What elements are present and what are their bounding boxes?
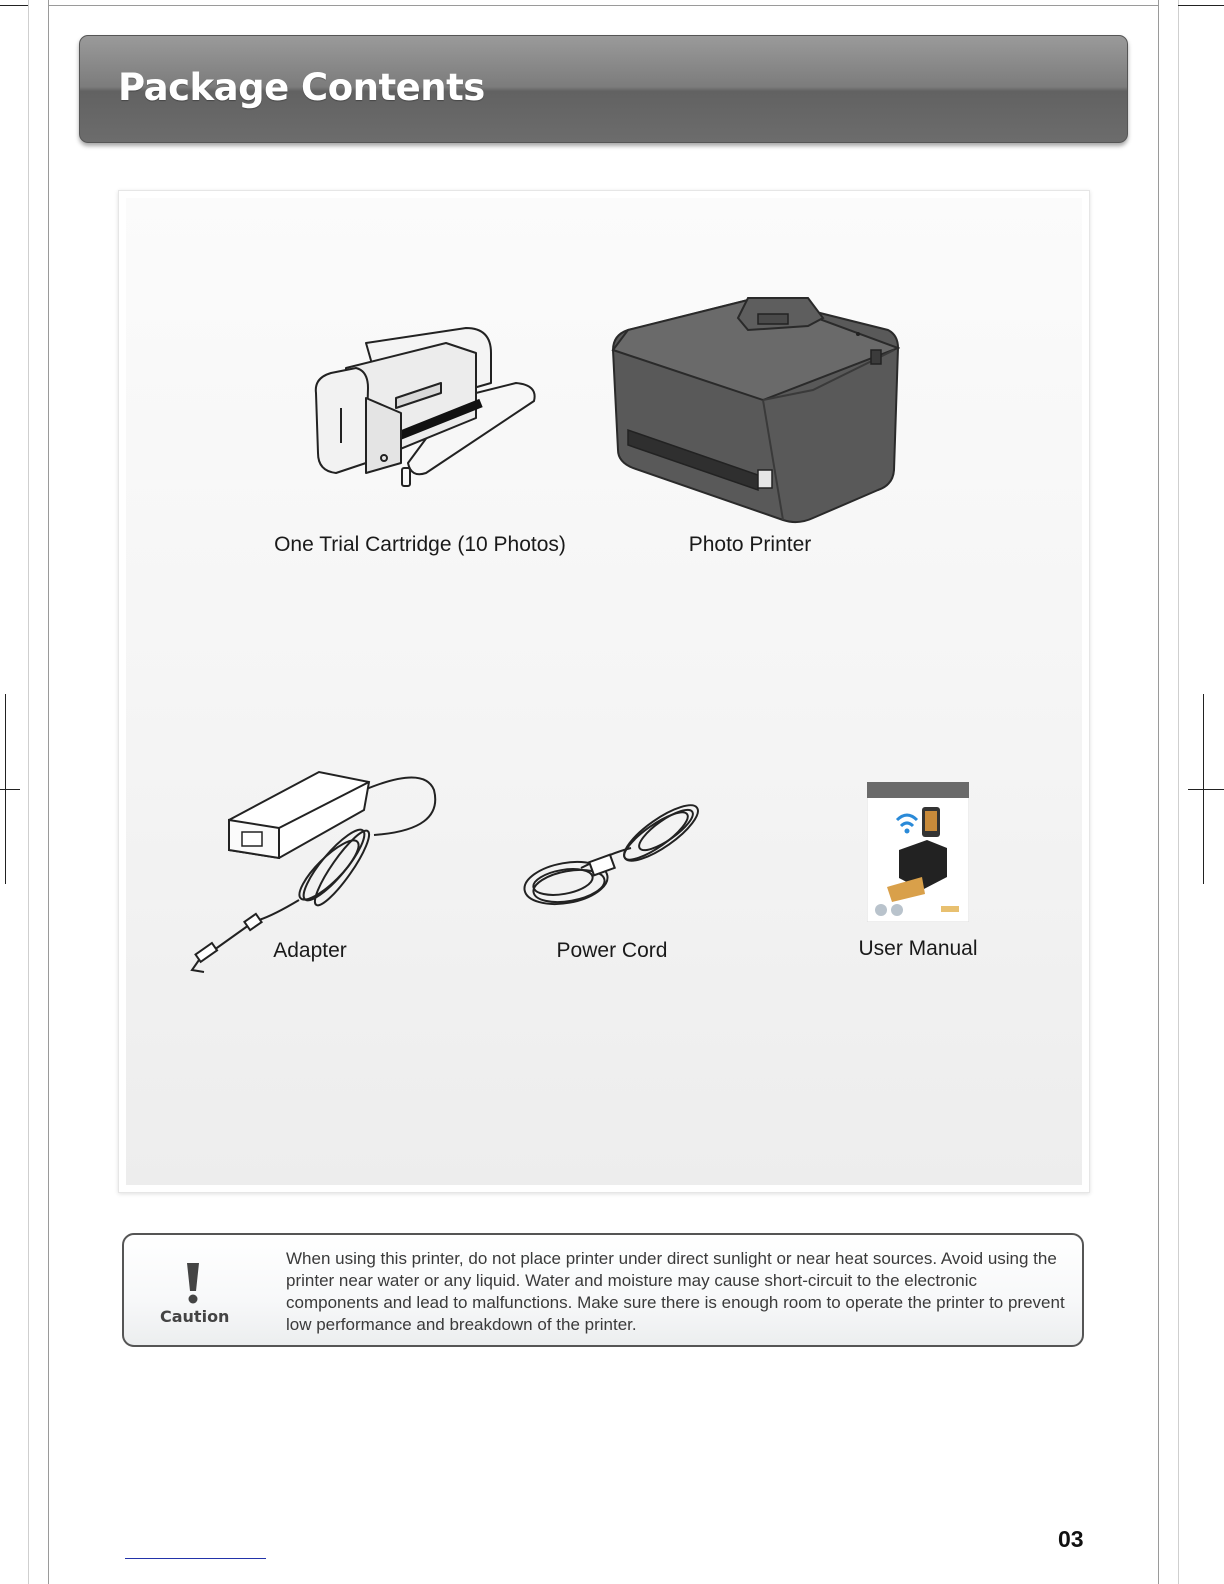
trim-right (1178, 0, 1179, 1584)
power-cord-icon (521, 798, 706, 923)
crop-mark (1178, 5, 1224, 6)
caution-box (122, 1233, 1084, 1347)
crop-mark (1203, 694, 1204, 884)
crop-mark (0, 5, 28, 6)
contents-background (126, 198, 1082, 1185)
item-label-power-cord: Power Cord (556, 939, 668, 962)
item-label-adapter: Adapter (273, 939, 347, 962)
item-label-user-manual: User Manual (858, 937, 978, 960)
item-label-cartridge: One Trial Cartridge (10 Photos) (274, 533, 566, 556)
page-frame-left (48, 0, 49, 1584)
exclamation-icon (182, 1261, 204, 1305)
page-title: Package Contents (118, 66, 485, 109)
manual-icon (867, 782, 969, 922)
trim-left (28, 0, 29, 1584)
crop-mark (0, 789, 20, 790)
section-header (79, 35, 1128, 143)
item-label-printer: Photo Printer (688, 533, 812, 556)
cartridge-icon (306, 323, 546, 498)
page-frame-right (1158, 0, 1159, 1584)
caution-text: When using this printer, do not place printer under direct sunlight or near heat sources. Avoid using the printer near water or any liquid. Water and moisture may cause short-circuit to the electronic components and lead to malfunctions. Make sure there is enough room to operate the printer to prevent low performance and breakdown of the printer. (286, 1249, 1065, 1334)
page-number: 03 (1058, 1526, 1084, 1552)
footer-rule (125, 1558, 266, 1559)
caution-label: Caution (160, 1307, 230, 1326)
crop-mark (1188, 789, 1224, 790)
package-contents-panel (118, 190, 1090, 1193)
page-frame-top (48, 5, 1159, 6)
crop-mark (5, 694, 6, 884)
printer-icon (608, 290, 900, 525)
